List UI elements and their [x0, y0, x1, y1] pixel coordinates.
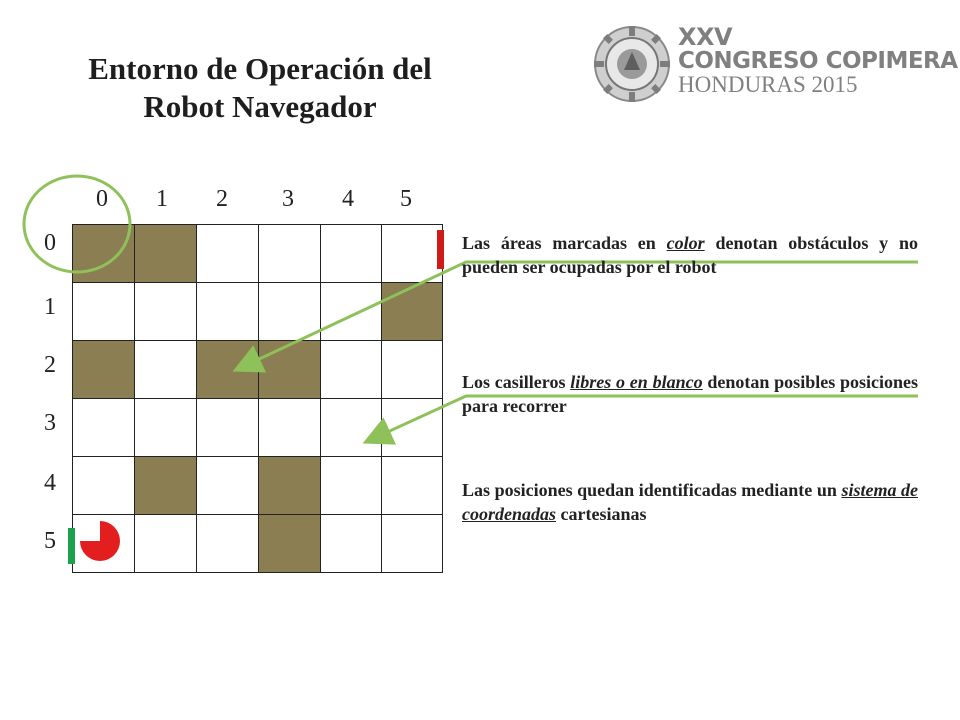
title-line-2: Robot Navegador — [143, 89, 377, 124]
note-free-cells: Los casilleros libres o en blanco denotan posibles posiciones para recorrer — [462, 372, 918, 416]
free-cell-4-2 — [320, 340, 382, 399]
row-label-5: 5 — [44, 528, 56, 554]
free-cell-4-0 — [320, 224, 382, 283]
free-cell-1-2 — [134, 340, 197, 399]
obstacle-cell-3-2 — [258, 340, 321, 399]
free-cell-3-3 — [258, 398, 321, 457]
free-cell-3-1 — [258, 282, 321, 341]
obstacle-cell-2-2 — [196, 340, 259, 399]
gear-seal-icon — [592, 24, 672, 104]
col-label-5: 5 — [400, 186, 412, 212]
free-cell-4-3 — [320, 398, 382, 457]
note-obstacles: Las áreas marcadas en color denotan obstáculos y no pueden ser ocupadas por el robot — [462, 233, 918, 277]
obstacle-cell-3-5 — [258, 514, 321, 573]
row-label-2: 2 — [44, 352, 56, 378]
logo-venue: HONDURAS 2015 — [678, 72, 858, 97]
logo-roman-numeral: XXV — [678, 23, 733, 51]
row-label-0: 0 — [44, 230, 56, 256]
row-label-1: 1 — [44, 294, 56, 320]
note-coordinates: Las posiciones quedan identificadas mediante un sistema de coordenadas cartesianas — [462, 480, 918, 524]
obstacle-cell-3-4 — [258, 456, 321, 515]
col-label-2: 2 — [216, 186, 228, 212]
col-label-3: 3 — [282, 186, 294, 212]
free-cell-4-1 — [320, 282, 382, 341]
free-cell-4-5 — [320, 514, 382, 573]
obstacle-cell-1-4 — [134, 456, 197, 515]
free-cell-5-0 — [381, 224, 443, 283]
free-cell-2-0 — [196, 224, 259, 283]
free-cell-5-5 — [381, 514, 443, 573]
obstacle-cell-5-1 — [381, 282, 443, 341]
free-cell-0-1 — [72, 282, 135, 341]
free-cell-4-4 — [320, 456, 382, 515]
free-cell-1-5 — [134, 514, 197, 573]
congress-logo — [592, 22, 958, 104]
free-cell-5-2 — [381, 340, 443, 399]
free-cell-5-4 — [381, 456, 443, 515]
logo-congress-name: CONGRESO COPIMERA — [678, 48, 958, 74]
free-cell-1-1 — [134, 282, 197, 341]
free-cell-2-3 — [196, 398, 259, 457]
obstacle-cell-0-2 — [72, 340, 135, 399]
free-cell-2-1 — [196, 282, 259, 341]
col-label-1: 1 — [156, 186, 168, 212]
free-cell-3-0 — [258, 224, 321, 283]
free-cell-0-3 — [72, 398, 135, 457]
obstacle-cell-1-0 — [134, 224, 197, 283]
free-cell-2-4 — [196, 456, 259, 515]
free-cell-1-3 — [134, 398, 197, 457]
row-label-3: 3 — [44, 410, 56, 436]
obstacle-cell-0-0 — [72, 224, 135, 283]
free-cell-0-4 — [72, 456, 135, 515]
title-line-1: Entorno de Operación del — [88, 51, 432, 86]
free-cell-2-5 — [196, 514, 259, 573]
col-label-0: 0 — [96, 186, 108, 212]
col-label-4: 4 — [342, 186, 354, 212]
free-cell-5-3 — [381, 398, 443, 457]
row-label-4: 4 — [44, 470, 56, 496]
free-cell-0-5 — [72, 514, 135, 573]
slide-title — [30, 50, 490, 126]
